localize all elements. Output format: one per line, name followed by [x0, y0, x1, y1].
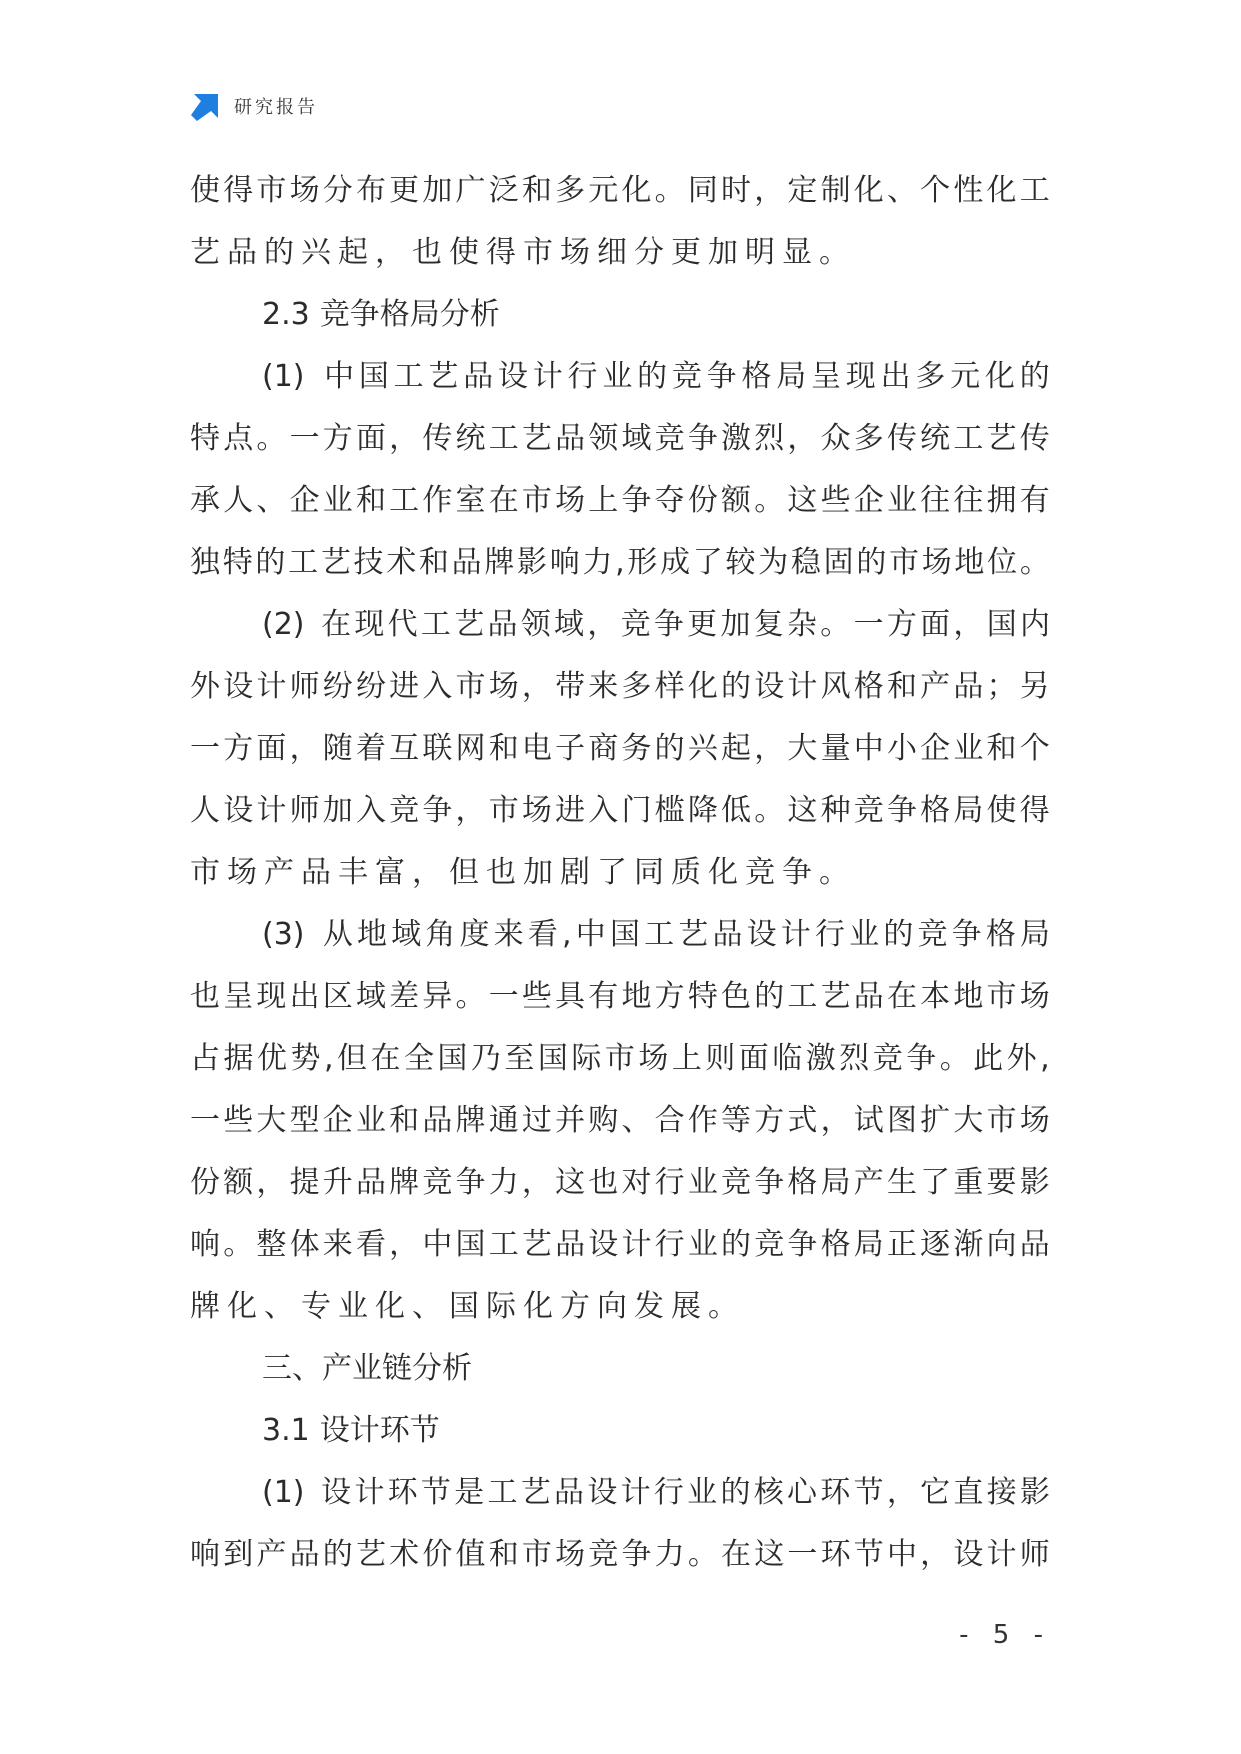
arrow-logo-icon: [190, 90, 222, 122]
section-heading: 三 、 产 业 链 分 析: [262, 1351, 472, 1386]
page-number: - 5 -: [959, 1620, 1051, 1650]
paragraph-line: (3) 从 地 域 角 度 来 看 , 中 国 工 艺 品 设 计 行 业 的 竞 争 格 局: [262, 917, 1050, 952]
paragraph-line: 一 些 大 型 企 业 和 品 牌 通 过 并 购 、 合 作 等 方 式 ， 试 图 扩 大 市 场: [190, 1103, 1050, 1138]
paragraph-line: 艺 品 的 兴 起 ， 也 使 得 市 场 细 分 更 加 明 显 。: [190, 235, 849, 270]
paragraph-line: 承 人 、 企 业 和 工 作 室 在 市 场 上 争 夺 份 额 。 这 些 企 业 往 往 拥 有: [190, 483, 1050, 518]
paragraph-line: 独 特 的 工 艺 技 术 和 品 牌 影 响 力 , 形 成 了 较 为 稳 固 的 市 场 地 位 。: [190, 545, 1050, 580]
paragraph-line: 份 额 ， 提 升 品 牌 竞 争 力 ， 这 也 对 行 业 竞 争 格 局 产 生 了 重 要 影: [190, 1165, 1050, 1200]
paragraph-line: 占 据 优 势 , 但 在 全 国 乃 至 国 际 市 场 上 则 面 临 激 烈 竞 争 。 此 外 ,: [190, 1041, 1050, 1076]
paragraph-line: 市 场 产 品 丰 富 ， 但 也 加 剧 了 同 质 化 竞 争 。: [190, 855, 849, 890]
paragraph-line: 牌 化 、 专 业 化 、 国 际 化 方 向 发 展 。: [190, 1289, 738, 1324]
paragraph-line: 响 到 产 品 的 艺 术 价 值 和 市 场 竞 争 力 。 在 这 一 环 节 中 ， 设 计 师: [190, 1537, 1050, 1572]
document-body: [190, 160, 1050, 1586]
section-heading: 3.1 设 计 环 节: [262, 1413, 440, 1448]
header-title: 研究报告: [234, 97, 318, 118]
paragraph-line: (1) 设 计 环 节 是 工 艺 品 设 计 行 业 的 核 心 环 节 ， 它 直 接 影: [262, 1475, 1050, 1510]
paragraph-line: 外 设 计 师 纷 纷 进 入 市 场 ， 带 来 多 样 化 的 设 计 风 格 和 产 品 ； 另: [190, 669, 1050, 704]
paragraph-line: 使 得 市 场 分 布 更 加 广 泛 和 多 元 化 。 同 时 ， 定 制 化 、 个 性 化 工: [190, 173, 1050, 208]
paragraph-line: 人 设 计 师 加 入 竞 争 ， 市 场 进 入 门 槛 降 低 。 这 种 竞 争 格 局 使 得: [190, 793, 1050, 828]
paragraph-line: 一 方 面 ， 随 着 互 联 网 和 电 子 商 务 的 兴 起 ， 大 量 中 小 企 业 和 个: [190, 731, 1050, 766]
paragraph-line: (1) 中 国 工 艺 品 设 计 行 业 的 竞 争 格 局 呈 现 出 多 元 化 的: [262, 359, 1050, 394]
section-heading: 2.3 竞 争 格 局 分 析: [262, 297, 500, 332]
page-header: [190, 90, 318, 122]
paragraph-line: (2) 在 现 代 工 艺 品 领 域 ， 竞 争 更 加 复 杂 。 一 方 面 ， 国 内: [262, 607, 1050, 642]
paragraph-line: 特 点 。 一 方 面 ， 传 统 工 艺 品 领 域 竞 争 激 烈 ， 众 多 传 统 工 艺 传: [190, 421, 1050, 456]
paragraph-line: 响 。 整 体 来 看 ， 中 国 工 艺 品 设 计 行 业 的 竞 争 格 局 正 逐 渐 向 品: [190, 1227, 1050, 1262]
paragraph-line: 也 呈 现 出 区 域 差 异 。 一 些 具 有 地 方 特 色 的 工 艺 品 在 本 地 市 场: [190, 979, 1050, 1014]
